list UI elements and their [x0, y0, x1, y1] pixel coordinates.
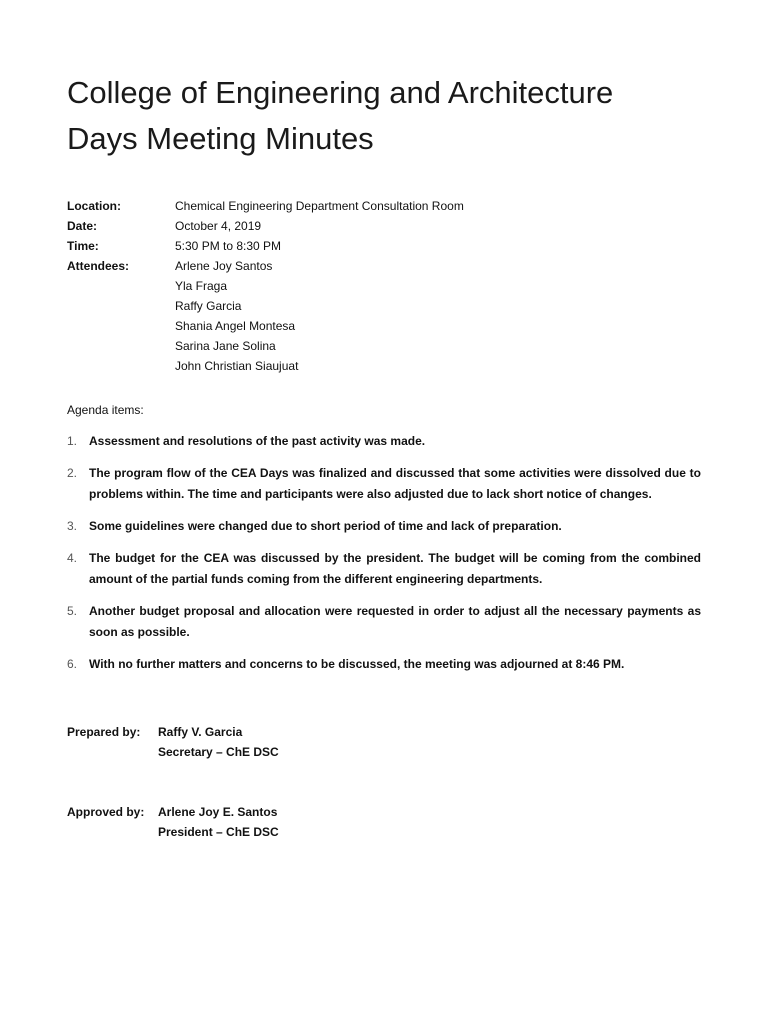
location-row — [67, 196, 464, 216]
agenda-item-text: The budget for the CEA was discussed by the president. The budget will be coming from the combined amount of the partial funds coming from the different engineering departments. — [89, 551, 701, 586]
attendees-label: Attendees: — [67, 259, 130, 273]
attendee-list — [175, 256, 298, 376]
document-title — [67, 70, 707, 162]
attendee-name: John Christian Siaujuat — [175, 359, 299, 373]
approved-by-role: President – ChE DSC — [158, 825, 279, 839]
agenda-item-text: Some guidelines were changed due to short period of time and lack of preparation. — [89, 519, 562, 533]
attendee-name: Yla Fraga — [175, 279, 228, 293]
agenda-item-number: 3. — [67, 519, 78, 533]
attendee-name: Shania Angel Montesa — [175, 319, 296, 333]
agenda-item-text: With no further matters and concerns to be discussed, the meeting was adjourned at 8:46 PM. — [89, 657, 625, 671]
approved-by-block — [67, 802, 279, 842]
agenda-item-text: Assessment and resolutions of the past activity was made. — [89, 434, 426, 448]
agenda-item-number: 4. — [67, 551, 78, 565]
time-row — [67, 236, 464, 256]
agenda-list — [67, 431, 701, 686]
attendees-row — [67, 256, 464, 376]
attendee-name: Arlene Joy Santos — [175, 259, 273, 273]
agenda-item — [67, 516, 701, 537]
date-row — [67, 216, 464, 236]
meeting-details — [67, 196, 464, 376]
agenda-item — [67, 431, 701, 452]
approved-by-name: Arlene Joy E. Santos — [158, 805, 278, 819]
prepared-by-block — [67, 722, 279, 762]
agenda-item — [67, 654, 701, 675]
prepared-by-label: Prepared by: — [67, 725, 141, 739]
title-line-1: College of Engineering and Architecture — [67, 75, 614, 110]
agenda-item-number: 1. — [67, 434, 78, 448]
agenda-item — [67, 463, 701, 505]
time-value: 5:30 PM to 8:30 PM — [175, 239, 282, 253]
agenda-item-number: 5. — [67, 604, 78, 618]
approved-by-details — [158, 802, 279, 842]
title-line-2: Days Meeting Minutes — [67, 121, 374, 156]
time-label: Time: — [67, 239, 99, 253]
date-label: Date: — [67, 219, 98, 233]
prepared-by-details — [158, 722, 279, 762]
prepared-by-name: Raffy V. Garcia — [158, 725, 243, 739]
date-value: October 4, 2019 — [175, 219, 262, 233]
attendee-name: Sarina Jane Solina — [175, 339, 276, 353]
agenda-item-number: 6. — [67, 657, 78, 671]
attendee-name: Raffy Garcia — [175, 299, 242, 313]
agenda-item-text: Another budget proposal and allocation were requested in order to adjust all the necessary payments as soon as possible. — [89, 604, 701, 639]
agenda-item — [67, 601, 701, 643]
agenda-item-text: The program flow of the CEA Days was finalized and discussed that some activities were dissolved due to problems within. The time and participants were also adjusted due to lack short notice of changes. — [89, 466, 701, 501]
prepared-by-role: Secretary – ChE DSC — [158, 745, 279, 759]
approved-by-row — [67, 802, 279, 842]
location-label: Location: — [67, 199, 121, 213]
agenda-item — [67, 548, 701, 590]
approved-by-label: Approved by: — [67, 805, 145, 819]
agenda-item-number: 2. — [67, 466, 78, 480]
prepared-by-row — [67, 722, 279, 762]
location-value: Chemical Engineering Department Consultation Room — [175, 199, 464, 213]
agenda-heading: Agenda items: — [67, 403, 144, 417]
